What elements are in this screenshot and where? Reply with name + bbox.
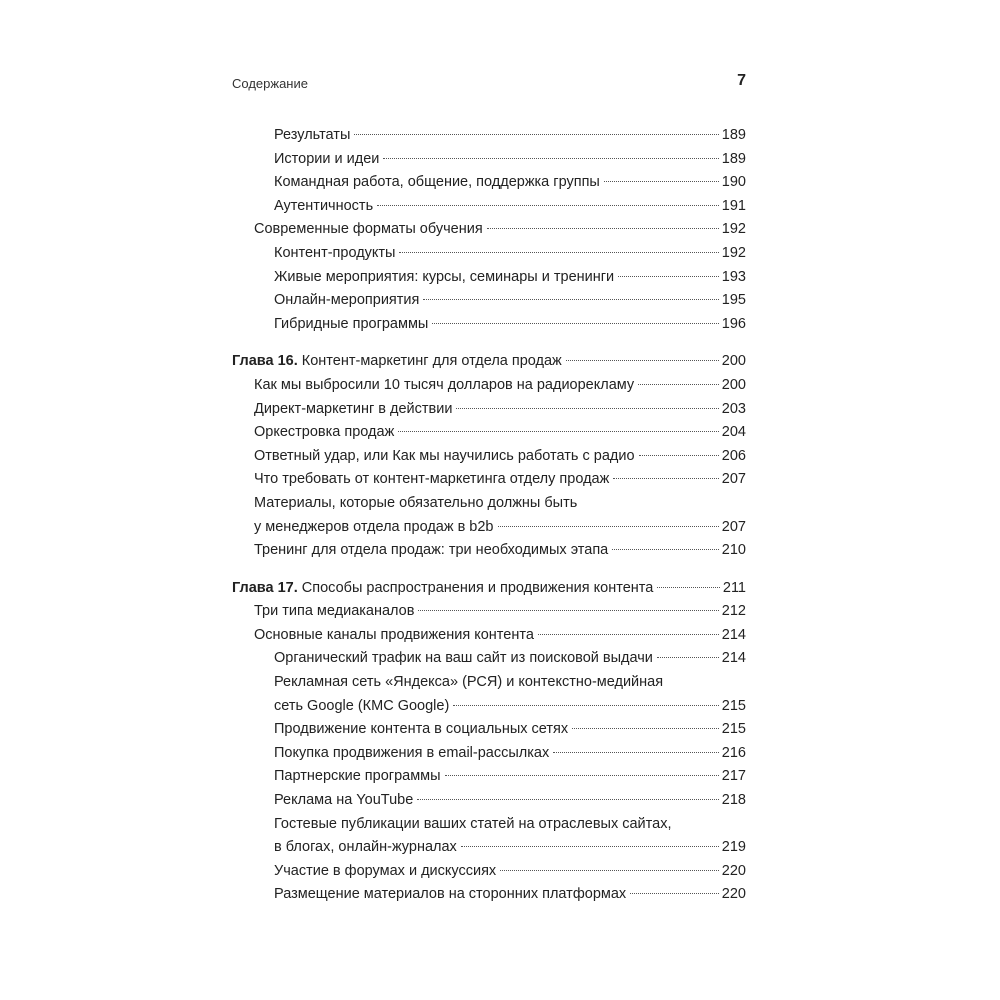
dot-leader bbox=[618, 276, 719, 277]
toc-entry bbox=[232, 468, 746, 492]
toc-entry-text: у менеджеров отдела продаж в b2b bbox=[254, 518, 494, 535]
dot-leader bbox=[432, 323, 718, 324]
toc-entry-text: Ответный удар, или Как мы научились работать с радио bbox=[254, 447, 635, 464]
toc-entry-title bbox=[274, 171, 600, 195]
toc-page-number: 190 bbox=[721, 174, 746, 191]
toc-entry-text: Истории и идеи bbox=[274, 150, 380, 167]
toc-entry bbox=[232, 695, 746, 719]
toc-entry-title bbox=[274, 195, 373, 219]
chapter-label: Глава 16. bbox=[232, 353, 298, 370]
toc-page-number: 212 bbox=[721, 603, 746, 620]
toc-page-number: 215 bbox=[721, 721, 746, 738]
chapter-spacer bbox=[232, 336, 746, 350]
toc-entry-title bbox=[274, 148, 379, 172]
toc-page-number: 200 bbox=[721, 376, 746, 393]
toc-page-number: 196 bbox=[721, 315, 746, 332]
toc-entry-title bbox=[232, 350, 562, 374]
toc-entry-title bbox=[254, 445, 635, 469]
page-number: 7 bbox=[737, 72, 746, 89]
toc-entry-text: Современные форматы обучения bbox=[254, 221, 483, 238]
toc-entry bbox=[232, 883, 746, 907]
toc-entry-title bbox=[274, 289, 419, 313]
toc-entry-text: Органический трафик на ваш сайт из поисковой выдачи bbox=[274, 650, 653, 667]
toc-page-number: 220 bbox=[721, 886, 746, 903]
toc-page-number: 189 bbox=[721, 150, 746, 167]
toc-entry-text: в блогах, онлайн-журналах bbox=[274, 839, 457, 856]
table-of-contents bbox=[232, 124, 746, 907]
toc-page-number: 211 bbox=[722, 579, 746, 596]
toc-entry-text: Живые мероприятия: курсы, семинары и тренинги bbox=[274, 268, 615, 285]
toc-entry-text: Размещение материалов на сторонних платформах bbox=[274, 886, 627, 903]
toc-page-number: 218 bbox=[721, 792, 746, 809]
dot-leader bbox=[612, 549, 719, 550]
dot-leader bbox=[566, 360, 719, 361]
dot-leader bbox=[657, 657, 719, 658]
toc-entry-text: Участие в форумах и дискуссиях bbox=[274, 862, 497, 879]
toc-page-number: 192 bbox=[721, 221, 746, 238]
dot-leader bbox=[383, 158, 718, 159]
toc-entry bbox=[232, 789, 746, 813]
dot-leader bbox=[456, 408, 718, 409]
toc-entry bbox=[232, 445, 746, 469]
toc-entry-title bbox=[274, 695, 449, 719]
toc-page-number: 193 bbox=[721, 268, 746, 285]
toc-entry-title bbox=[254, 600, 414, 624]
toc-entry-title bbox=[274, 313, 428, 337]
toc-entry bbox=[232, 374, 746, 398]
toc-entry bbox=[232, 539, 746, 563]
chapter-spacer bbox=[232, 563, 746, 577]
toc-page-number: 191 bbox=[721, 197, 746, 214]
toc-entry-text: Продвижение контента в социальных сетях bbox=[274, 721, 569, 738]
toc-entry-title bbox=[254, 398, 452, 422]
toc-page-number: 203 bbox=[721, 400, 746, 417]
toc-page-number: 207 bbox=[721, 471, 746, 488]
toc-entry-title bbox=[254, 421, 394, 445]
toc-entry bbox=[232, 600, 746, 624]
toc-entry-title bbox=[274, 789, 413, 813]
toc-page-number: 192 bbox=[721, 244, 746, 261]
toc-entry-title bbox=[274, 742, 549, 766]
toc-entry-title bbox=[274, 836, 457, 860]
dot-leader bbox=[553, 752, 719, 753]
toc-entry-text: Способы распространения и продвижения контента bbox=[301, 579, 654, 596]
toc-entry-text: Аутентичность bbox=[274, 197, 374, 214]
toc-entry-text: Оркестровка продаж bbox=[254, 424, 395, 441]
toc-entry-title bbox=[274, 860, 496, 884]
dot-leader bbox=[630, 893, 719, 894]
toc-page-number: 216 bbox=[721, 744, 746, 761]
dot-leader bbox=[638, 384, 719, 385]
toc-page-number: 206 bbox=[721, 447, 746, 464]
dot-leader bbox=[354, 134, 718, 135]
toc-entry-title-line: Гостевые публикации ваших статей на отраслевых сайтах, bbox=[274, 815, 672, 832]
dot-leader bbox=[604, 181, 719, 182]
toc-entry-text: Тренинг для отдела продаж: три необходимых этапа bbox=[254, 542, 609, 559]
toc-entry-title bbox=[274, 124, 350, 148]
toc-entry-text: Гибридные программы bbox=[274, 315, 429, 332]
dot-leader bbox=[461, 846, 719, 847]
toc-entry-title bbox=[274, 718, 568, 742]
toc-entry bbox=[232, 398, 746, 422]
toc-entry bbox=[232, 289, 746, 313]
toc-entry-text: Основные каналы продвижения контента bbox=[254, 626, 534, 643]
toc-entry bbox=[232, 765, 746, 789]
toc-page-number: 219 bbox=[721, 839, 746, 856]
toc-page-number: 214 bbox=[721, 650, 746, 667]
toc-entry bbox=[232, 313, 746, 337]
toc-entry-text: Директ-маркетинг в действии bbox=[254, 400, 453, 417]
toc-page-number: 210 bbox=[721, 542, 746, 559]
dot-leader bbox=[453, 705, 719, 706]
toc-page-number: 215 bbox=[721, 697, 746, 714]
toc-entry-title bbox=[274, 647, 653, 671]
dot-leader bbox=[445, 775, 719, 776]
toc-entry-title bbox=[254, 624, 534, 648]
toc-entry bbox=[232, 124, 746, 148]
toc-entry-title bbox=[254, 374, 634, 398]
toc-entry bbox=[232, 624, 746, 648]
toc-entry bbox=[232, 421, 746, 445]
toc-page-number: 220 bbox=[721, 862, 746, 879]
toc-entry-text: Три типа медиаканалов bbox=[254, 603, 415, 620]
toc-entry bbox=[232, 718, 746, 742]
toc-page-number: 217 bbox=[721, 768, 746, 785]
toc-entry-text: Реклама на YouTube bbox=[274, 792, 414, 809]
toc-entry bbox=[232, 148, 746, 172]
toc-entry-title bbox=[274, 242, 395, 266]
toc-entry bbox=[232, 516, 746, 540]
toc-entry-title bbox=[232, 577, 653, 601]
chapter-label: Глава 17. bbox=[232, 579, 298, 596]
toc-entry-text: Контент-продукты bbox=[274, 244, 396, 261]
dot-leader bbox=[398, 431, 719, 432]
running-header: Содержание bbox=[232, 76, 308, 91]
toc-entry-text: Результаты bbox=[274, 127, 351, 143]
toc-entry-title bbox=[254, 218, 483, 242]
toc-entry-title bbox=[254, 516, 494, 540]
toc-entry bbox=[232, 860, 746, 884]
toc-entry-title bbox=[274, 883, 626, 907]
toc-entry bbox=[232, 647, 746, 671]
toc-entry-title-line: Материалы, которые обязательно должны быть bbox=[254, 494, 578, 511]
dot-leader bbox=[639, 455, 719, 456]
toc-page-number: 189 bbox=[721, 127, 746, 143]
dot-leader bbox=[417, 799, 719, 800]
toc-entry-title bbox=[254, 468, 609, 492]
toc-entry bbox=[232, 266, 746, 290]
toc-entry bbox=[232, 195, 746, 219]
toc-entry-title bbox=[274, 765, 441, 789]
toc-entry bbox=[232, 242, 746, 266]
dot-leader bbox=[423, 299, 718, 300]
dot-leader bbox=[418, 610, 718, 611]
toc-entry-title bbox=[254, 539, 608, 563]
toc-entry-title-line: Рекламная сеть «Яндекса» (РСЯ) и контекстно-медийная bbox=[274, 674, 664, 691]
dot-leader bbox=[487, 228, 719, 229]
dot-leader bbox=[657, 587, 720, 588]
toc-page-number: 200 bbox=[721, 353, 746, 370]
toc-entry bbox=[232, 742, 746, 766]
toc-page-number: 195 bbox=[721, 292, 746, 309]
toc-entry-text: Контент-маркетинг для отдела продаж bbox=[301, 353, 562, 370]
dot-leader bbox=[538, 634, 719, 635]
toc-entry-text: Онлайн-мероприятия bbox=[274, 292, 420, 309]
toc-entry-text: Партнерские программы bbox=[274, 768, 441, 785]
toc-entry-text: Покупка продвижения в email-рассылках bbox=[274, 744, 550, 761]
dot-leader bbox=[572, 728, 719, 729]
dot-leader bbox=[613, 478, 718, 479]
toc-page-number: 214 bbox=[721, 626, 746, 643]
toc-entry bbox=[232, 836, 746, 860]
dot-leader bbox=[500, 870, 719, 871]
toc-entry-text: Что требовать от контент-маркетинга отделу продаж bbox=[254, 471, 610, 488]
toc-page-number: 207 bbox=[721, 518, 746, 535]
toc-chapter-entry bbox=[232, 350, 746, 374]
dot-leader bbox=[377, 205, 719, 206]
toc-chapter-entry bbox=[232, 577, 746, 601]
toc-entry-title bbox=[274, 266, 614, 290]
dot-leader bbox=[399, 252, 718, 253]
toc-entry-text: Командная работа, общение, поддержка группы bbox=[274, 174, 600, 191]
toc-entry-text: сеть Google (КМС Google) bbox=[274, 697, 450, 714]
toc-entry-text: Как мы выбросили 10 тысяч долларов на радиорекламу bbox=[254, 376, 635, 393]
dot-leader bbox=[498, 526, 719, 527]
toc-entry bbox=[232, 218, 746, 242]
toc-entry bbox=[232, 171, 746, 195]
toc-page-number: 204 bbox=[721, 424, 746, 441]
